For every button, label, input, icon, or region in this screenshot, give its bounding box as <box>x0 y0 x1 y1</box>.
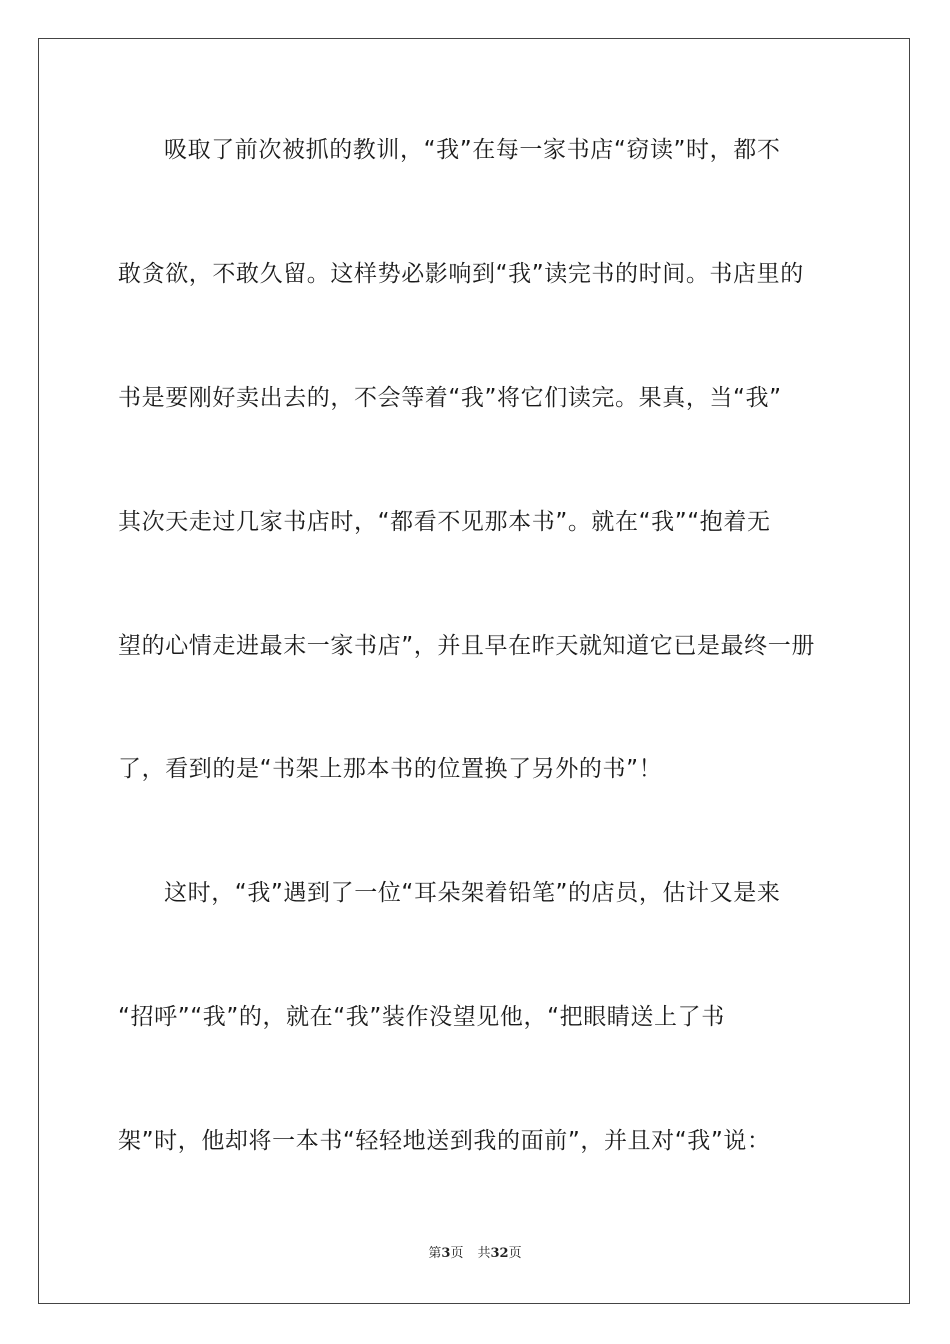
total-suffix: 页 <box>508 1246 522 1261</box>
page-footer <box>0 1244 950 1264</box>
paragraph-line: 架”时，他却将一本书“轻轻地送到我的面前”，并且对“我”说： <box>118 1128 771 1154</box>
paragraph-line: 望的心情走进最末一家书店”，并且早在昨天就知道它已是最终一册 <box>118 633 815 659</box>
page-number: 3 <box>441 1246 451 1261</box>
paragraph-line: 这时，“我”遇到了一位“耳朵架着铅笔”的店员，估计又是来 <box>164 880 781 906</box>
total-pages: 32 <box>490 1246 509 1261</box>
page-frame <box>38 38 910 1304</box>
page-prefix: 第 <box>428 1246 442 1261</box>
paragraph-line: 书是要刚好卖出去的，不会等着“我”将它们读完。果真，当“我” <box>118 385 782 411</box>
paragraph-line: 敢贪欲，不敢久留。这样势必影响到“我”读完书的时间。书店里的 <box>118 261 804 287</box>
paragraph-line: 其次天走过几家书店时，“都看不见那本书”。就在“我”“抱着无 <box>118 509 771 535</box>
paragraph-line: 吸取了前次被抓的教训，“我”在每一家书店“窃读”时，都不 <box>164 137 781 163</box>
paragraph-line: 了，看到的是“书架上那本书的位置换了另外的书”！ <box>118 756 663 782</box>
paragraph-line: “招呼”“我”的，就在“我”装作没望见他，“把眼睛送上了书 <box>118 1004 725 1030</box>
total-prefix: 共 <box>477 1246 491 1261</box>
page-suffix: 页 <box>450 1246 464 1261</box>
